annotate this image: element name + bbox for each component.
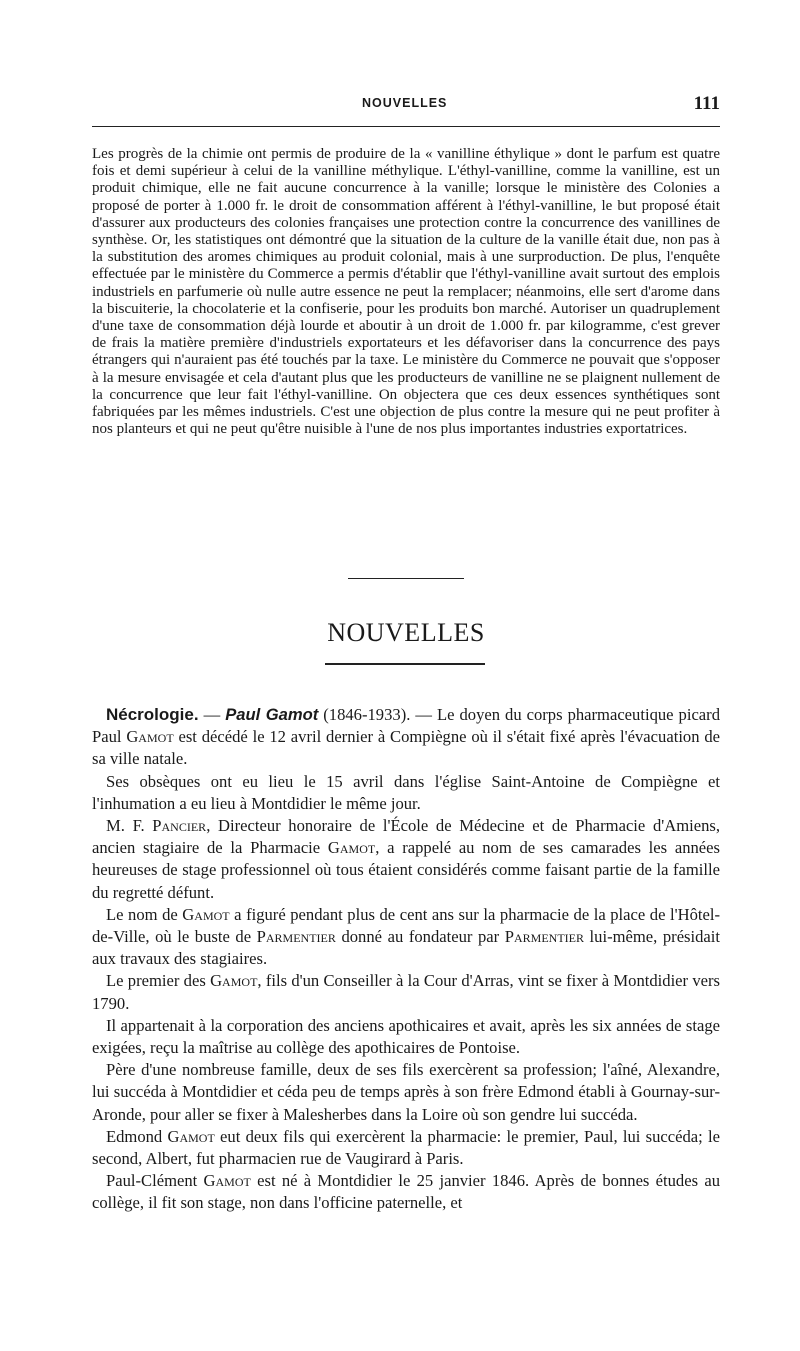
header-rule (92, 126, 720, 127)
surname-smallcaps: Gamot (167, 1126, 215, 1146)
text-run: Le nom de (106, 904, 183, 924)
running-head (92, 93, 720, 117)
text-run: est né à Montdidier le 25 janvier 1846. Après de bonnes études au collège, il fit son stage, non dans l'officine paternelle, et (92, 1171, 720, 1213)
necrology-paragraph-9 (92, 1170, 720, 1214)
necrology-paragraph-4 (92, 904, 720, 971)
text-run: (1846-1933). — Le doyen du corps pharmaceutique picard Paul (92, 705, 720, 747)
text-run: lui-même, présidait aux travaux des stagiaires. (92, 927, 721, 969)
vanillin-paragraph: Les progrès de la chimie ont permis de produire de la « vanilline éthylique » dont le parfum est quatre fois et demi supérieur à celui de la vanilline méthylique. L'éthyl-vanilline, comme la vanilline, est un produit chimique, elle ne fait aucune concurrence à la vanille; lorsque le ministère des Colonies a proposé de porter à 1.000 fr. le droit de consommation afférent à l'éthyl-vanilline, le but proposé était d'assurer aux producteurs des colonies françaises une protection contre la concurrence des vanillines de synthèse. Or, les statistiques ont démontré que la situation de la culture de la vanille était due, non pas à la substitution des aromes chimiques au produit colonial, mais à une surproduction. De plus, l'enquête effectuée par le ministère du Commerce a permis d'établir que l'éthyl-vanilline avait surtout des emplois industriels en parfumerie où nulle autre essence ne peut la remplacer; néanmoins, elle sert d'arome dans la biscuiterie, la chocolaterie et la confiserie, pour les produits bon marché. Autoriser un quadruplement d'une taxe de consommation déjà lourde et aboutir à un droit de 1.000 fr. par kilogramme, c'est grever de frais la matière première d'industriels exportateurs et les défavoriser dans la concurrence des pays étrangers qui n'auraient pas été touchés par la taxe. Le ministère du Commerce ne pouvait que s'opposer à la mesure envisagée et cela d'autant plus que les producteurs de vanilline ne se plaignent nullement de la concurrence que leur fait l'éthyl-vanilline. On objectera que ces deux essences synthétiques sont fabriquées par les mêmes industriels. C'est une objection de plus contre la mesure qui ne peut profiter à nos planteurs et qui ne peut qu'être nuisible à l'une de nos plus importantes industries exportatrices. (92, 146, 720, 438)
running-title: NOUVELLES (362, 96, 448, 110)
section-title: NOUVELLES (327, 618, 485, 647)
necrology-paragraph-5 (92, 970, 720, 1014)
surname-smallcaps: Gamot (182, 904, 230, 924)
necrology-paragraph-8 (92, 1126, 720, 1170)
necrology-label: Nécrologie. (106, 705, 199, 724)
text-run: , fils d'un Conseiller à la Cour d'Arras, vint se fixer à Montdidier vers 1790. (92, 971, 720, 1013)
text-run: eut deux fils qui exercèrent la pharmacie: le premier, Paul, lui succéda; le second, Albert, fut pharmacien rue de Vaugirard à Paris. (92, 1126, 720, 1169)
necrology-article (92, 704, 720, 1215)
text-run: a figuré pendant plus de cent ans sur la pharmacie de la place de l'Hôtel-de-Ville, où le buste de (92, 904, 720, 947)
text-run: M. F. (106, 816, 153, 836)
surname-smallcaps: Parmentier (256, 927, 336, 947)
deceased-name: Paul Gamot (225, 705, 319, 724)
necrology-paragraph-2: Ses obsèques ont eu lieu le 15 avril dans l'église Saint-Antoine de Compiègne et l'inhumation a eu lieu à Montdidier le même jour. (92, 771, 720, 813)
section-separator-rule (348, 578, 464, 579)
necrology-paragraph-1 (92, 704, 720, 771)
dash: — (198, 705, 226, 724)
surname-smallcaps: Pancier (152, 816, 207, 836)
necrology-paragraph-7: Père d'une nombreuse famille, deux de ses fils exercèrent sa profession; l'aîné, Alexandre, lui succéda à Montdidier et céda peu de temps après à son frère Edmond établi à Gournay-sur-Aronde, pour aller se fixer à Malesherbes dans la Loire où son gendre lui succéda. (92, 1060, 720, 1124)
page (92, 0, 720, 1351)
text-run: , Directeur honoraire de l'École de Médecine et de Pharmacie d'Amiens, ancien stagiaire de la Pharmacie (92, 816, 721, 858)
text-run: Edmond (106, 1126, 168, 1146)
title-underline-rule (325, 663, 485, 665)
surname-smallcaps: Gamot (327, 838, 376, 858)
text-run: Le premier des (106, 971, 211, 991)
necrology-paragraph-3 (92, 815, 720, 904)
surname-smallcaps: Gamot (210, 971, 258, 991)
necrology-paragraph-6: Il appartenait à la corporation des anciens apothicaires et avait, après les six années de stage exigées, reçu la maîtrise au collège des apothicaires de Pontoise. (92, 1015, 720, 1058)
text-run: est décédé le 12 avril dernier à Compiègne où il s'était fixé après l'évacuation de sa ville natale. (92, 727, 720, 769)
surname-smallcaps: Gamot (203, 1171, 251, 1191)
surname-smallcaps: Parmentier (504, 927, 584, 947)
text-run: donné au fondateur par (335, 927, 505, 947)
text-run: , a rappelé au nom de ses camarades les années heureuses de stage professionnel où tous étaient considérés comme faisant partie de la famille du regretté défunt. (92, 838, 720, 902)
surname-smallcaps: Gamot (126, 727, 174, 747)
text-run: Paul-Clément (106, 1171, 204, 1191)
page-number: 111 (693, 93, 720, 114)
